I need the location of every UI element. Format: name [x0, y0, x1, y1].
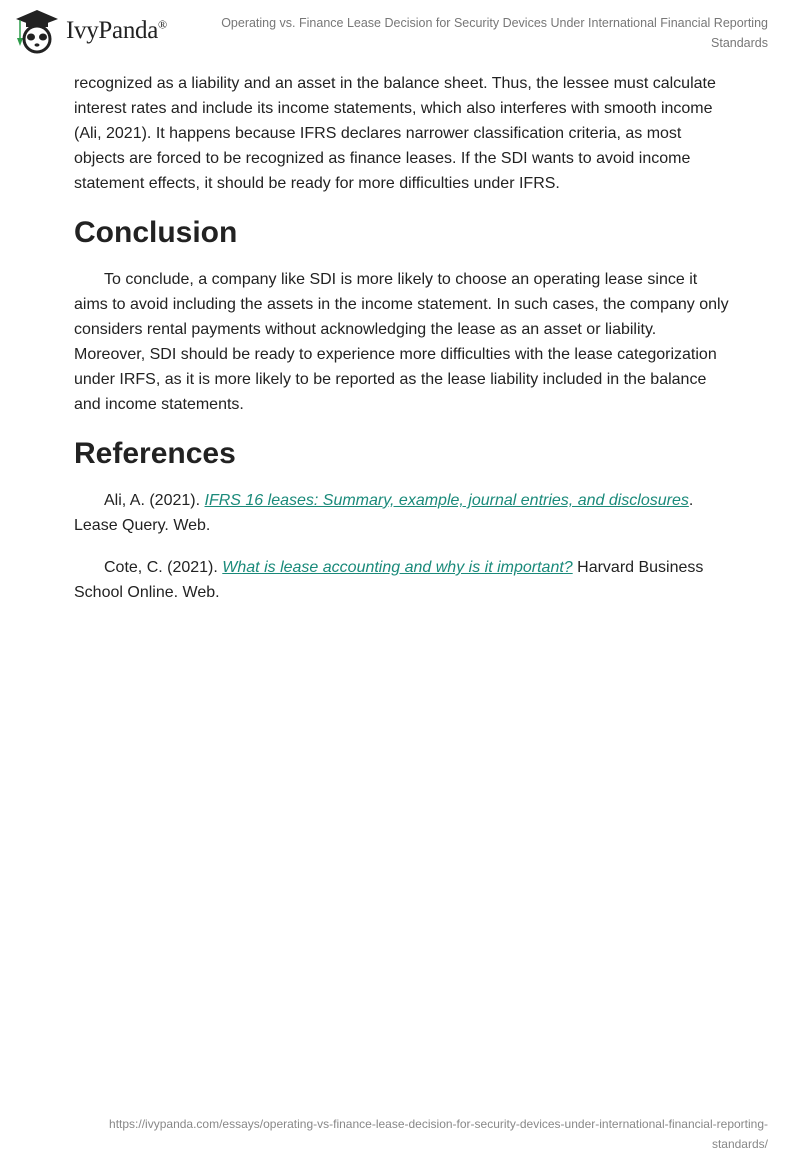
reference-link[interactable]: IFRS 16 leases: Summary, example, journal entries, and disclosures [204, 492, 689, 509]
page-header [0, 0, 800, 60]
ivypanda-logo[interactable] [14, 8, 167, 54]
logo-wordmark: IvyPanda® [66, 17, 167, 44]
panda-graduate-icon [14, 8, 60, 54]
footer-url: https://ivypanda.com/essays/operating-vs-finance-lease-decision-for-security-devices-under-international-financial-reporting-standards/ [109, 1117, 768, 1151]
document-title: Operating vs. Finance Lease Decision for Security Devices Under International Financial Reporting Standards [221, 16, 768, 50]
reference-link[interactable]: What is lease accounting and why is it important? [222, 559, 573, 576]
references-heading: References [74, 437, 236, 470]
essay-content [74, 71, 730, 622]
conclusion-paragraph: To conclude, a company like SDI is more likely to choose an operating lease since it aims to avoid including the assets in the income statement. In such cases, the company only considers rental payments without acknowledging the lease as an asset or liability. Moreover, SDI should be ready to experience more difficulties with the lease categorization under IRFS, as it is more likely to be reported as the lease liability included in the balance and income statements. [74, 271, 729, 413]
reference-source: Harvard Business School Online. Web. [74, 559, 704, 601]
reference-item [74, 488, 730, 538]
reference-author: Cote, C. (2021). [104, 559, 223, 576]
intro-paragraph: recognized as a liability and an asset in the balance sheet. Thus, the lessee must calculate interest rates and include its income statements, which also interferes with smooth income (Ali, 2021). It happens because IFRS declares narrower classification criteria, as most objects are forced to be recognized as finance leases. If the SDI wants to avoid income statement effects, it should be ready for more difficulties under IFRS. [74, 75, 716, 192]
reference-item [74, 555, 730, 605]
reference-source: . Lease Query. Web. [74, 492, 694, 534]
reference-author: Ali, A. (2021). [104, 492, 205, 509]
conclusion-heading: Conclusion [74, 216, 238, 249]
